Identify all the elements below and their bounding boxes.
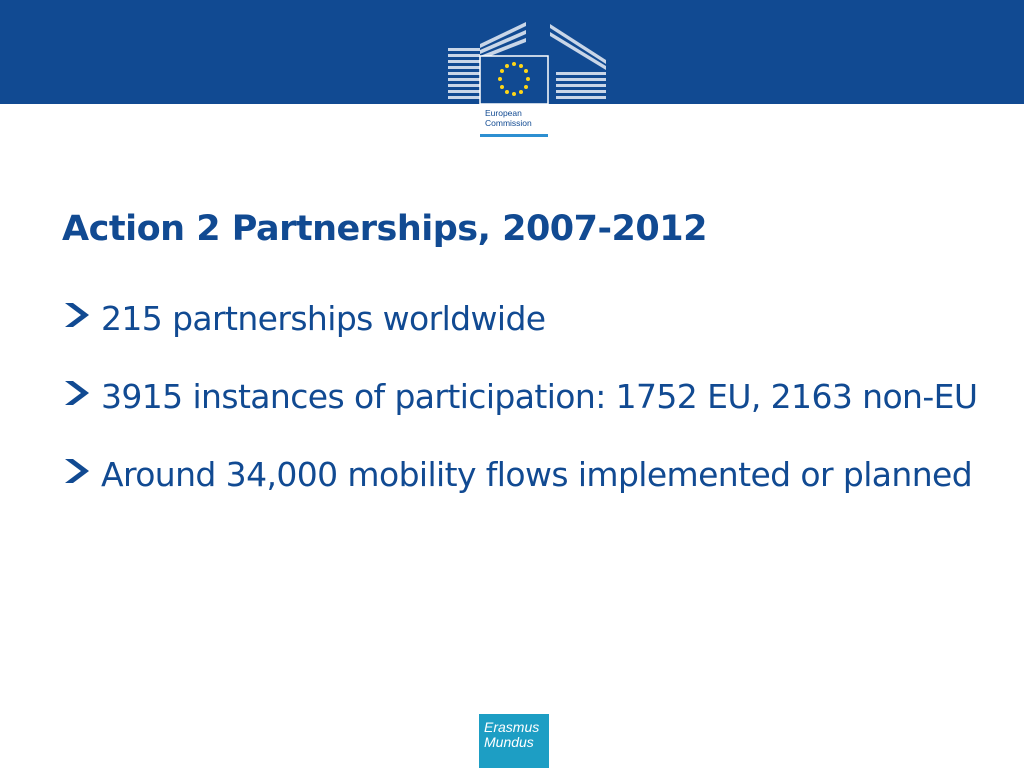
european-commission-logo [446, 16, 610, 140]
bullet-item [62, 372, 982, 422]
bullet-item [62, 294, 982, 344]
bullet-list [62, 294, 982, 528]
logo-wordmark [485, 108, 532, 128]
arrow-bullet-icon [62, 378, 92, 408]
bullet-item [62, 450, 982, 500]
erasmus-logo-line1: Erasmus [484, 719, 540, 735]
arrow-bullet-icon [62, 456, 92, 486]
logo-line-european: European [485, 108, 522, 118]
logo-line-commission: Commission [485, 118, 532, 128]
arrow-bullet-icon [62, 300, 92, 330]
logo-underline [480, 134, 548, 137]
erasmus-logo-line2: Mundus [484, 734, 534, 750]
slide-title: Action 2 Partnerships, 2007-2012 [62, 209, 707, 249]
bullet-text: 215 partnerships worldwide [101, 299, 546, 338]
bullet-text: 3915 instances of participation: 1752 EU, 2163 non-EU [101, 377, 978, 416]
bullet-text: Around 34,000 mobility flows implemented or planned [101, 455, 973, 494]
erasmus-mundus-logo [479, 714, 549, 768]
